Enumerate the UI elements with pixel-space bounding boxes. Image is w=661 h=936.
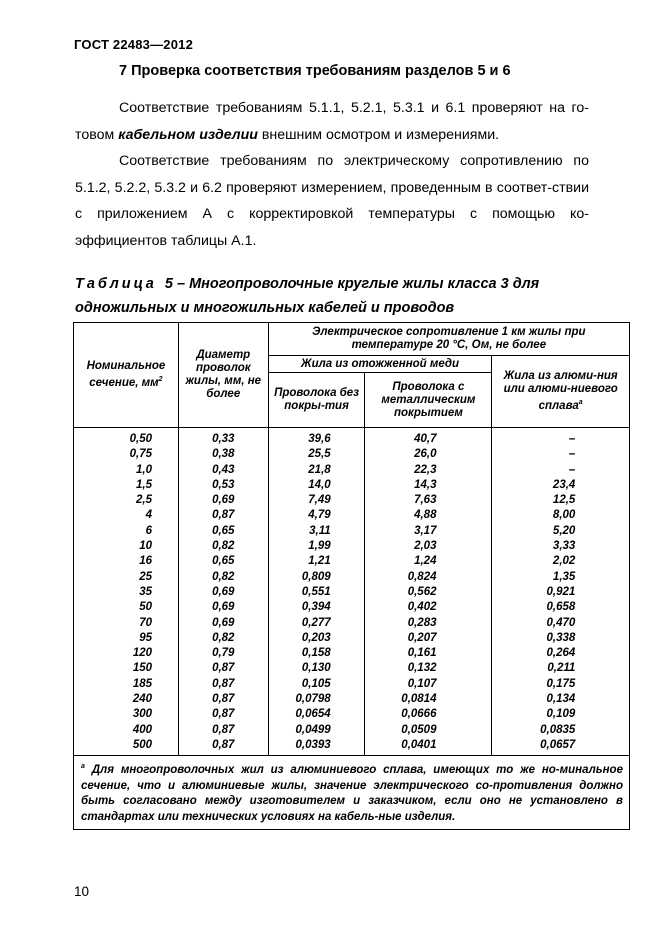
header-annealed-copper: Жила из отожженной меди: [268, 356, 492, 373]
table-cell: [365, 661, 492, 676]
table-cell: [365, 493, 492, 508]
table-cell: [268, 539, 365, 554]
cell-value: 1,5: [136, 478, 152, 491]
cell-value: 40,7: [414, 433, 437, 445]
cell-value: 8,00: [552, 509, 576, 522]
header-resistance: Электрическое сопротивление 1 км жилы при температуре 20 °С, Ом, не более: [268, 323, 629, 356]
table-cell: [268, 428, 365, 448]
table-cell: [74, 646, 179, 661]
cell-value: 5,20: [552, 524, 576, 537]
table-cell: [268, 707, 365, 722]
table-cell: [492, 631, 630, 646]
table-cell: [268, 524, 365, 539]
table-cell: [365, 554, 492, 569]
table-cell: [74, 508, 179, 523]
cell-value: 7,49: [308, 494, 331, 507]
table-cell: [268, 600, 365, 615]
header-wire-diameter: Диаметр проволок жилы, мм, не более: [178, 323, 268, 428]
table-cell: [492, 539, 630, 554]
table-cell: [365, 616, 492, 631]
table-cell: [268, 723, 365, 738]
table-row: [74, 447, 630, 462]
table-cell: [365, 738, 492, 756]
table-cell: 0,69: [178, 585, 268, 600]
cell-value: 400: [132, 723, 152, 736]
table-cell: [268, 508, 365, 523]
table-cell: [492, 661, 630, 676]
cell-value: –: [568, 463, 576, 476]
table-cell: [492, 508, 630, 523]
table-cell: [74, 524, 179, 539]
table-cell: [492, 428, 630, 448]
cell-value: 25,5: [308, 448, 331, 461]
table-cell: [74, 707, 179, 722]
table-row: [74, 524, 630, 539]
cell-value: 0,0509: [401, 723, 437, 736]
cell-value: 12,5: [552, 494, 576, 507]
cell-value: 1,0: [136, 463, 152, 476]
table-cell: [492, 585, 630, 600]
cell-value: 2,5: [136, 494, 152, 507]
cell-value: 4: [145, 509, 152, 522]
table-row: [74, 554, 630, 569]
table-cell: [74, 478, 179, 493]
cell-value: 2,03: [414, 540, 437, 553]
cell-value: 0,658: [546, 601, 576, 614]
cell-value: 0,130: [301, 662, 331, 675]
cell-value: 0,562: [407, 585, 437, 598]
table-cell: [74, 554, 179, 569]
cell-value: 0,0798: [295, 693, 331, 706]
table-cell: [74, 493, 179, 508]
table-cell: 0,82: [178, 570, 268, 585]
table-cell: 0,69: [178, 616, 268, 631]
cell-value: –: [568, 448, 576, 461]
table-cell: [365, 508, 492, 523]
cell-value: 0,0835: [540, 723, 576, 736]
table-row: [74, 661, 630, 676]
table-cell: [492, 463, 630, 478]
cell-value: 10: [139, 540, 152, 553]
cell-value: 0,809: [301, 570, 331, 583]
table-cell: 0,87: [178, 692, 268, 707]
cell-value: 0,0657: [540, 738, 576, 751]
paragraph-inspection-tail: внешним осмотром и измерениями.: [257, 126, 500, 143]
cell-value: 0,283: [407, 616, 437, 629]
table-cell: [492, 554, 630, 569]
table-cell: 0,43: [178, 463, 268, 478]
cell-value: 1,99: [308, 540, 331, 553]
table-caption-text: – Многопроволочные круглые жилы класса 3 для одножильных и многожильных кабелей и проводов: [75, 276, 540, 316]
cell-value: 0,0666: [401, 708, 437, 721]
table-cell: 0,87: [178, 677, 268, 692]
table-cell: [492, 524, 630, 539]
table-cell: [268, 631, 365, 646]
table-cell: [268, 677, 365, 692]
cell-value: 39,6: [308, 433, 331, 445]
table-cell: [492, 570, 630, 585]
table-cell: [74, 600, 179, 615]
cell-value: 14,0: [308, 478, 331, 491]
table-row: [74, 428, 630, 448]
cell-value: 50: [139, 601, 152, 614]
table-cell: [365, 539, 492, 554]
cell-value: 0,105: [301, 677, 331, 690]
cell-value: 0,338: [546, 631, 576, 644]
cell-value: 0,0814: [401, 693, 437, 706]
table-cell: [268, 661, 365, 676]
cell-value: 16: [139, 555, 152, 568]
cell-value: 0,394: [301, 601, 331, 614]
table-cell: [268, 447, 365, 462]
cell-value: 0,0401: [401, 738, 437, 751]
cell-value: 22,3: [414, 463, 437, 476]
table-cell: [74, 585, 179, 600]
table-cell: [492, 738, 630, 756]
table-cell: 0,69: [178, 600, 268, 615]
table-cell: 0,65: [178, 554, 268, 569]
table-cell: [492, 692, 630, 707]
cell-value: –: [568, 433, 576, 445]
cell-value: 150: [132, 662, 152, 675]
table-cell: [492, 646, 630, 661]
cell-value: 120: [132, 647, 152, 660]
cell-value: 185: [132, 677, 152, 690]
cable-product-term: кабельном изделии: [118, 126, 258, 143]
table-cell: [268, 692, 365, 707]
cell-value: 2,02: [552, 555, 576, 568]
cell-value: 23,4: [552, 478, 576, 491]
table-cell: [74, 463, 179, 478]
footnote-mark: а: [81, 763, 85, 771]
cell-value: 0,0393: [295, 738, 331, 751]
header-aluminium: Жила из алюми-ния или алюми-ниевого сплава$^а$: [492, 356, 630, 428]
cell-value: 1,35: [552, 570, 576, 583]
table-cell: [74, 539, 179, 554]
table-cell: [365, 723, 492, 738]
cell-value: 0,50: [129, 433, 152, 445]
paragraph-resistance-text: Соответствие требованиям по электрическому сопротивлению по 5.1.2, 5.2.2, 5.3.2 и 6.2 проверяют измерением, проведенным в соответ-ствии с приложением А с корректировкой температуры с помощью ко-эффициентов таблицы А.1.: [75, 153, 589, 249]
cell-value: 0,109: [546, 708, 576, 721]
cell-value: 0,203: [301, 631, 331, 644]
table-cell: [365, 646, 492, 661]
cell-value: 26,0: [414, 448, 437, 461]
cell-value: 0,161: [407, 647, 437, 660]
table-row: [74, 463, 630, 478]
table-cell: [74, 692, 179, 707]
table-cell: [365, 707, 492, 722]
cell-value: 0,158: [301, 647, 331, 660]
table-row: [74, 707, 630, 722]
table-caption-number: 5: [164, 276, 173, 292]
table-cell: [268, 738, 365, 756]
table-cell: [365, 524, 492, 539]
table-cell: [74, 661, 179, 676]
page-number: 10: [74, 884, 90, 899]
cell-value: 70: [139, 616, 152, 629]
cell-value: 0,824: [407, 570, 437, 583]
table-cell: 0,87: [178, 508, 268, 523]
cell-value: 0,75: [129, 448, 152, 461]
table-row: [74, 723, 630, 738]
table-cell: [268, 478, 365, 493]
table-cell: [74, 616, 179, 631]
table-row: [74, 478, 630, 493]
cell-value: 14,3: [414, 478, 437, 491]
header-coated-wire: Проволока с металлическим покрытием: [365, 373, 492, 428]
cell-value: 1,21: [308, 555, 331, 568]
table-cell: [74, 428, 179, 448]
table-row: [74, 738, 630, 756]
table-cell: [365, 692, 492, 707]
conductor-table: [73, 322, 630, 830]
cell-value: 3,17: [414, 524, 437, 537]
cell-value: 95: [139, 631, 152, 644]
table-cell: 0,38: [178, 447, 268, 462]
cell-value: 0,551: [301, 585, 331, 598]
paragraph-inspection-text: Соответствие требованиям 5.1.1, 5.2.1, 5.3.1 и 6.1 проверяют на го-товом: [75, 100, 589, 143]
cell-value: 300: [132, 708, 152, 721]
table-cell: [492, 723, 630, 738]
table-cell: 0,65: [178, 524, 268, 539]
cell-value: 0,107: [407, 677, 437, 690]
table-cell: [365, 447, 492, 462]
table-cell: [365, 463, 492, 478]
cell-value: 500: [132, 738, 152, 751]
cell-value: 35: [139, 585, 152, 598]
cell-value: 0,470: [546, 616, 576, 629]
cell-value: 0,0654: [295, 708, 331, 721]
cell-value: 6: [145, 524, 152, 537]
table-cell: [74, 738, 179, 756]
table-cell: 0,82: [178, 631, 268, 646]
table-cell: [365, 585, 492, 600]
cell-value: 0,0499: [295, 723, 331, 736]
section-title: 7 Проверка соответствия требованиям разделов 5 и 6: [119, 63, 511, 79]
table-cell: [74, 723, 179, 738]
table-cell: [492, 600, 630, 615]
cell-value: 0,264: [546, 647, 576, 660]
cell-value: 0,277: [301, 616, 331, 629]
table-row: [74, 677, 630, 692]
table-row: [74, 616, 630, 631]
cell-value: 3,33: [552, 540, 576, 553]
table-cell: [492, 493, 630, 508]
cell-value: 7,63: [414, 494, 437, 507]
cell-value: 1,24: [414, 555, 437, 568]
table-caption: [75, 272, 589, 320]
table-cell: [74, 570, 179, 585]
table-cell: [268, 646, 365, 661]
table-body: [74, 428, 630, 756]
table-cell: [492, 677, 630, 692]
table-cell: [365, 631, 492, 646]
table-cell: [492, 616, 630, 631]
table-cell: 0,33: [178, 428, 268, 448]
table-row: [74, 585, 630, 600]
cell-value: 0,134: [546, 693, 576, 706]
table-cell: [268, 554, 365, 569]
table-cell: 0,87: [178, 723, 268, 738]
table-row: [74, 646, 630, 661]
table-cell: 0,79: [178, 646, 268, 661]
table-cell: 0,53: [178, 478, 268, 493]
paragraph-inspection: [75, 95, 589, 148]
table-row: [74, 692, 630, 707]
table-footnote: [74, 756, 630, 830]
table-cell: 0,82: [178, 539, 268, 554]
table-cell: [365, 570, 492, 585]
table-row: [74, 539, 630, 554]
table-cell: [268, 570, 365, 585]
table-cell: [268, 493, 365, 508]
table-cell: [365, 478, 492, 493]
footnote-text: Для многопроволочных жил из алюминиевого сплава, имеющих то же но-минальное сечение, что и алюминиевые жилы, значение электрического со-противления должно быть согласовано между изготовителем и заказчиком, если оно не установлено в стандартах или технических условиях на кабель-ные изделия.: [81, 764, 623, 823]
header-nominal-section: Номинальное сечение, $мм^2$: [74, 323, 179, 428]
table-row: [74, 631, 630, 646]
document-header: ГОСТ 22483—2012: [74, 37, 193, 52]
table-cell: 0,87: [178, 738, 268, 756]
table-cell: [492, 707, 630, 722]
cell-value: 0,402: [407, 601, 437, 614]
cell-value: 0,207: [407, 631, 437, 644]
table-cell: 0,87: [178, 661, 268, 676]
table-cell: 0,69: [178, 493, 268, 508]
cell-value: 4,88: [414, 509, 437, 522]
cell-value: 4,79: [308, 509, 331, 522]
table-cell: [74, 631, 179, 646]
table-cell: [268, 585, 365, 600]
cell-value: 0,921: [546, 585, 576, 598]
table-cell: [365, 600, 492, 615]
table-caption-label: Таблица: [75, 276, 157, 292]
table-row: [74, 493, 630, 508]
table-row: [74, 508, 630, 523]
table-cell: [492, 478, 630, 493]
cell-value: 0,175: [546, 677, 576, 690]
table-cell: [74, 447, 179, 462]
cell-value: 240: [132, 693, 152, 706]
table-cell: [365, 428, 492, 448]
table-cell: [268, 463, 365, 478]
cell-value: 25: [139, 570, 152, 583]
table-row: [74, 600, 630, 615]
table-row: [74, 570, 630, 585]
table-cell: [268, 616, 365, 631]
paragraph-resistance: [75, 148, 589, 254]
table-cell: [74, 677, 179, 692]
header-bare-wire: Проволока без покры-тия: [268, 373, 365, 428]
table-cell: [492, 447, 630, 462]
cell-value: 3,11: [309, 524, 331, 537]
cell-value: 0,132: [407, 662, 437, 675]
cell-value: 21,8: [308, 463, 331, 476]
cell-value: 0,211: [547, 662, 576, 675]
table-cell: 0,87: [178, 707, 268, 722]
table-cell: [365, 677, 492, 692]
